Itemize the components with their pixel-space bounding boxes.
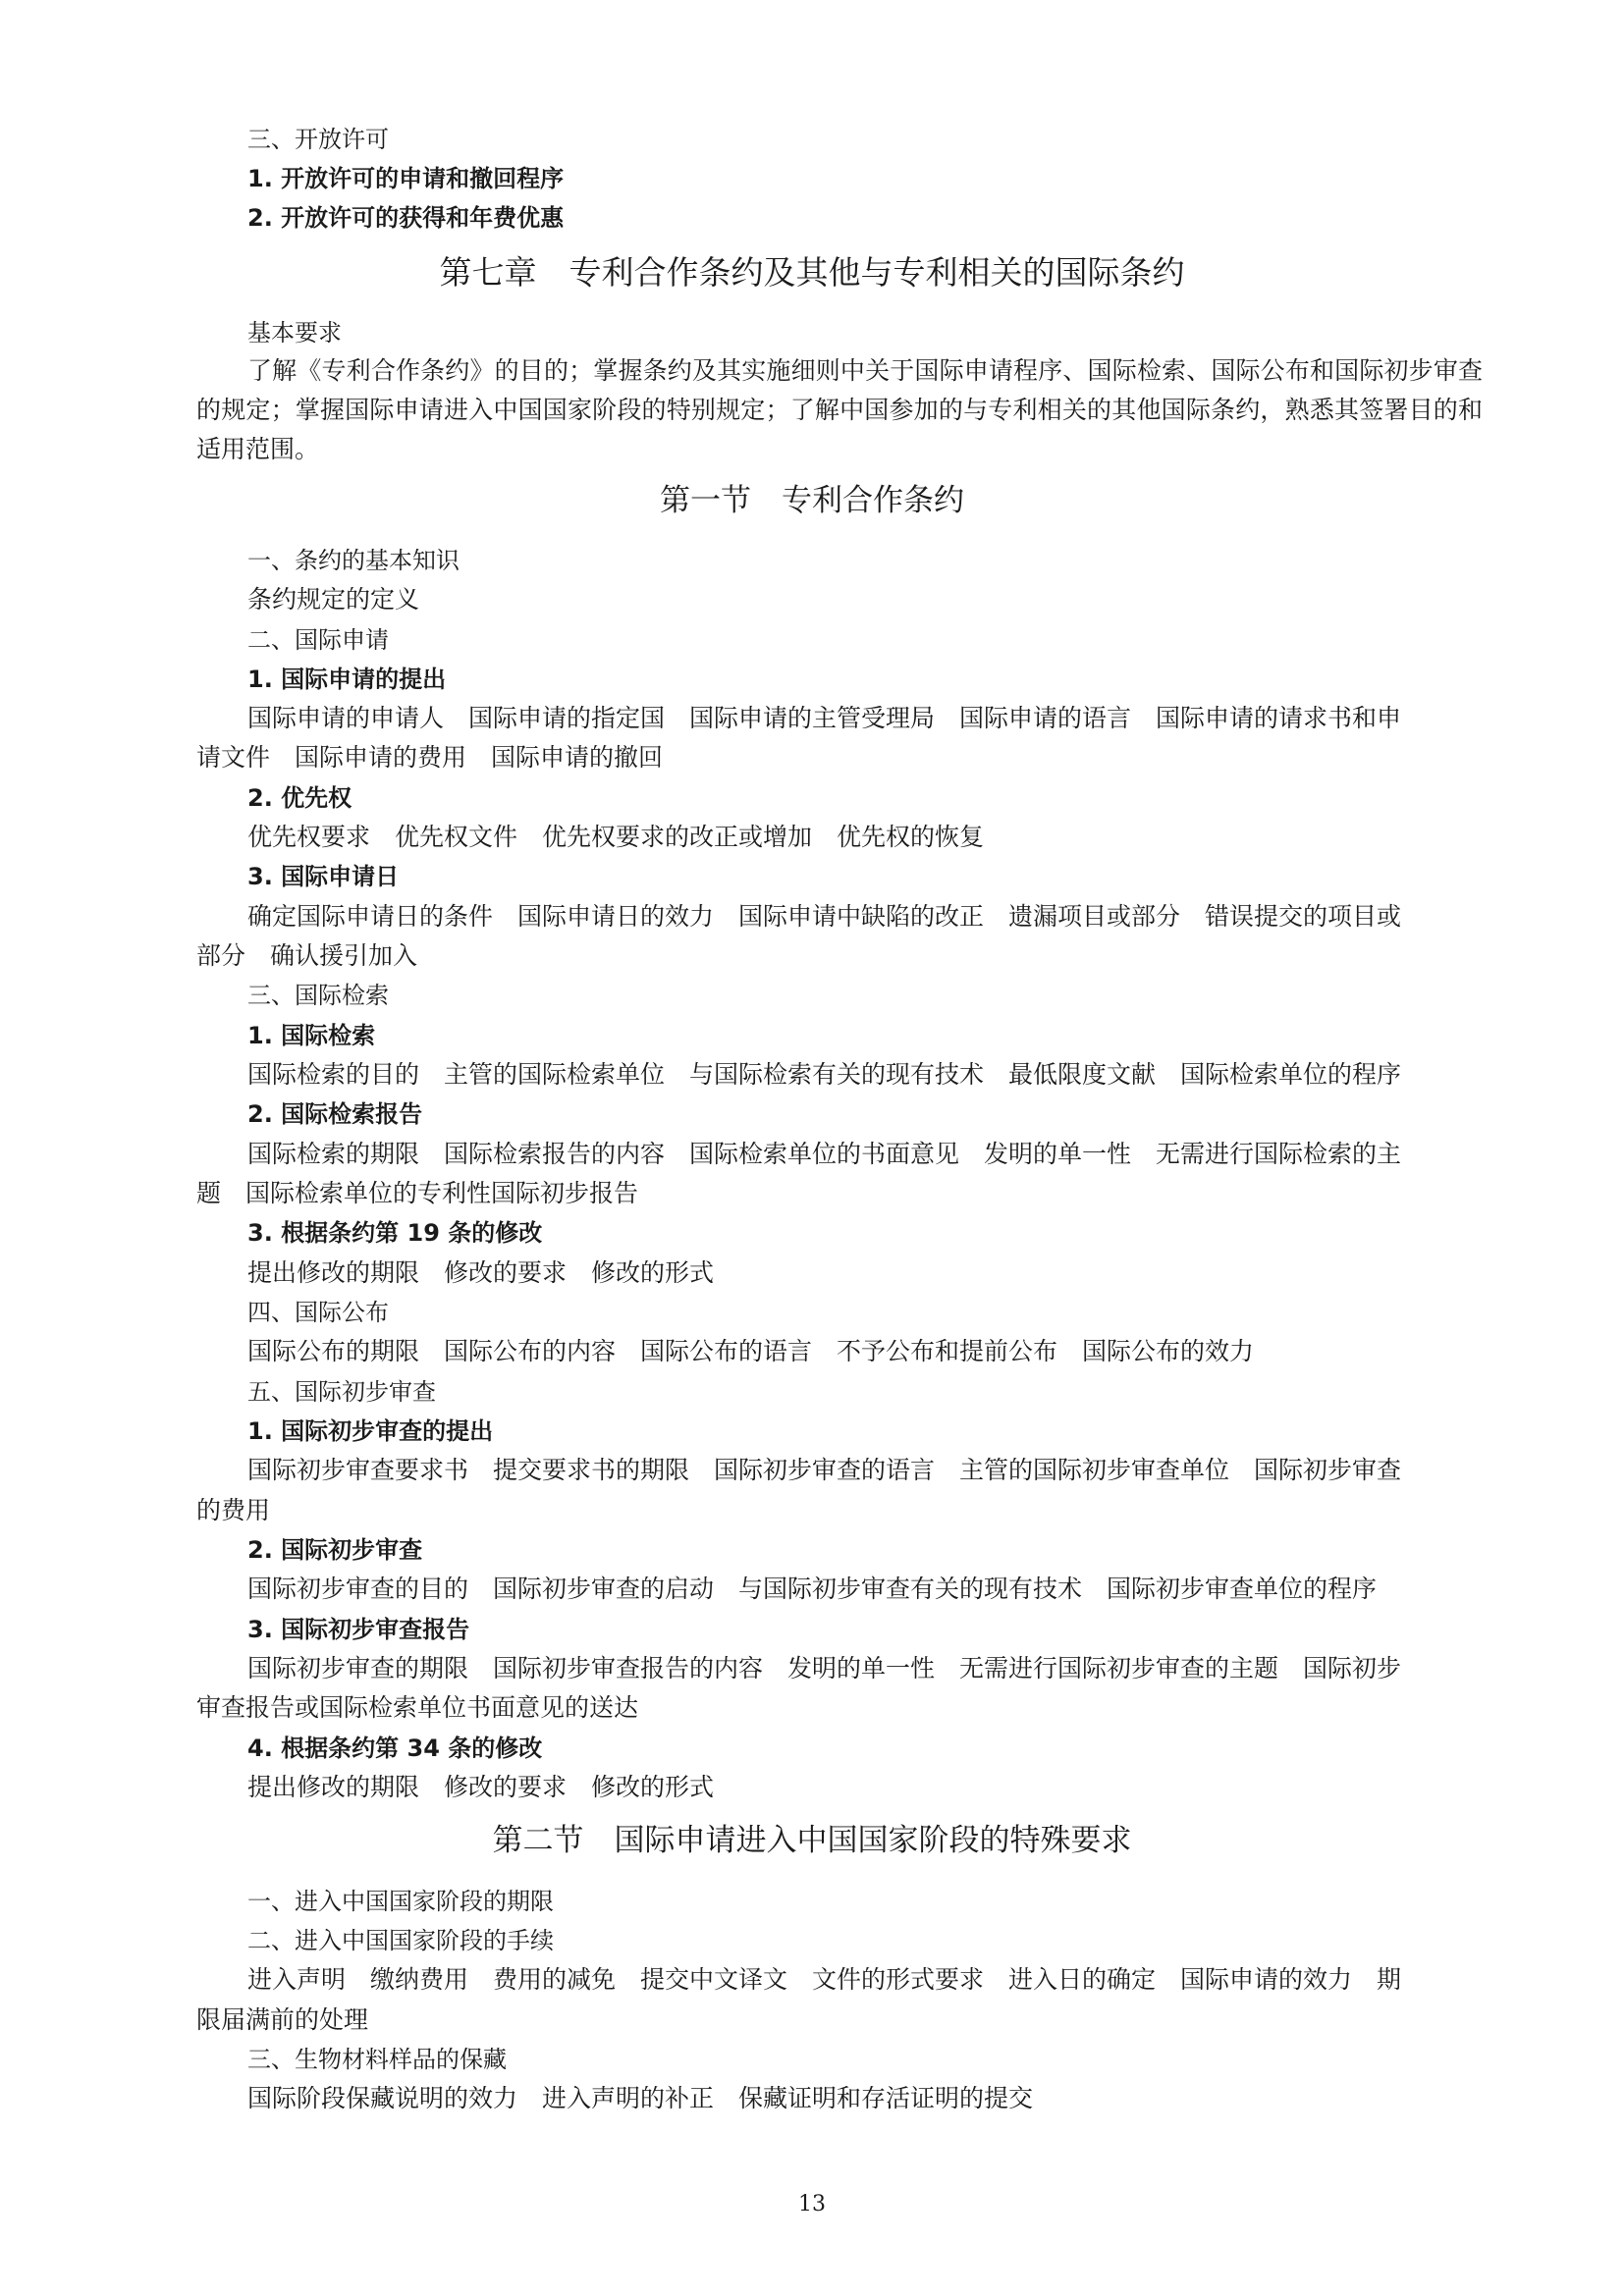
heading: 三、生物材料样品的保藏 [247,2046,507,2073]
heading: 一、条约的基本知识 [247,547,460,574]
section-title: 第二节 国际申请进入中国国家阶段的特殊要求 [492,1823,1132,1858]
body-line: 条约规定的定义 [247,585,420,614]
body-line: 优先权要求 优先权文件 优先权要求的改正或增加 优先权的恢复 [247,823,985,851]
body-line: 题 国际检索单位的专利性国际初步报告 [196,1179,639,1207]
body-line: 提出修改的期限 修改的要求 修改的形式 [247,1773,715,1801]
page-number: 13 [798,2192,826,2216]
body-line: 国际公布的期限 国际公布的内容 国际公布的语言 不予公布和提前公布 国际公布的效力 [247,1337,1255,1365]
subheading: 2. 国际初步审查 [247,1536,423,1564]
subheading: 1. 开放许可的申请和撤回程序 [247,165,565,192]
body-line: 的费用 [196,1496,271,1524]
body-line: 限届满前的处理 [196,2005,369,2034]
subheading: 1. 国际申请的提出 [247,666,447,693]
heading: 二、国际申请 [247,626,389,654]
body-line: 国际初步审查要求书 提交要求书的期限 国际初步审查的语言 主管的国际初步审查单位 国际初步审查 [247,1456,1402,1484]
body-line: 提出修改的期限 修改的要求 修改的形式 [247,1258,715,1287]
heading: 三、国际检索 [247,982,389,1009]
subheading: 3. 根据条约第 19 条的修改 [247,1219,543,1247]
section-title: 第一节 专利合作条约 [660,483,964,518]
subheading: 2. 国际检索报告 [247,1100,423,1128]
basic-requirements-label: 基本要求 [247,319,342,347]
heading: 一、进入中国国家阶段的期限 [247,1888,554,1915]
requirements-paragraph: 了解《专利合作条约》的目的；掌握条约及其实施细则中关于国际申请程序、国际检索、国际公布和国际初步审查的规定；掌握国际申请进入中国国家阶段的特别规定；了解中国参加的与专利相关的其他国际条约，熟悉其签署目的和适用范围。 [196,356,1483,463]
subheading: 3. 国际初步审查报告 [247,1616,470,1643]
chapter-title: 第七章 专利合作条约及其他与专利相关的国际条约 [439,253,1185,292]
heading: 二、进入中国国家阶段的手续 [247,1927,554,1954]
body-line: 部分 确认援引加入 [196,941,418,970]
heading: 四、国际公布 [247,1299,389,1326]
body-line: 进入声明 缴纳费用 费用的减免 提交中文译文 文件的形式要求 进入日的确定 国际申请的效力 期 [247,1965,1402,1994]
subheading: 2. 开放许可的获得和年费优惠 [247,204,565,232]
body-line: 请文件 国际申请的费用 国际申请的撤回 [196,743,664,772]
subheading: 3. 国际申请日 [247,863,400,890]
body-line: 国际阶段保藏说明的效力 进入声明的补正 保藏证明和存活证明的提交 [247,2084,1034,2112]
heading-open-license: 三、开放许可 [247,126,389,153]
body-line: 国际初步审查的目的 国际初步审查的启动 与国际初步审查有关的现有技术 国际初步审查单位的程序 [247,1575,1378,1603]
body-line: 国际检索的目的 主管的国际检索单位 与国际检索有关的现有技术 最低限度文献 国际检索单位的程序 [247,1060,1402,1089]
heading: 五、国际初步审查 [247,1378,436,1406]
subheading: 4. 根据条约第 34 条的修改 [247,1735,543,1762]
subheading: 1. 国际检索 [247,1022,376,1049]
subheading: 2. 优先权 [247,784,352,812]
body-line: 国际初步审查的期限 国际初步审查报告的内容 发明的单一性 无需进行国际初步审查的主题 国际初步 [247,1654,1402,1682]
body-line: 审查报告或国际检索单位书面意见的送达 [196,1693,639,1722]
body-line: 确定国际申请日的条件 国际申请日的效力 国际申请中缺陷的改正 遗漏项目或部分 错误提交的项目或 [247,902,1402,931]
body-line: 国际检索的期限 国际检索报告的内容 国际检索单位的书面意见 发明的单一性 无需进行国际检索的主 [247,1140,1402,1168]
subheading: 1. 国际初步审查的提出 [247,1417,494,1445]
body-line: 国际申请的申请人 国际申请的指定国 国际申请的主管受理局 国际申请的语言 国际申请的请求书和申 [247,704,1402,732]
